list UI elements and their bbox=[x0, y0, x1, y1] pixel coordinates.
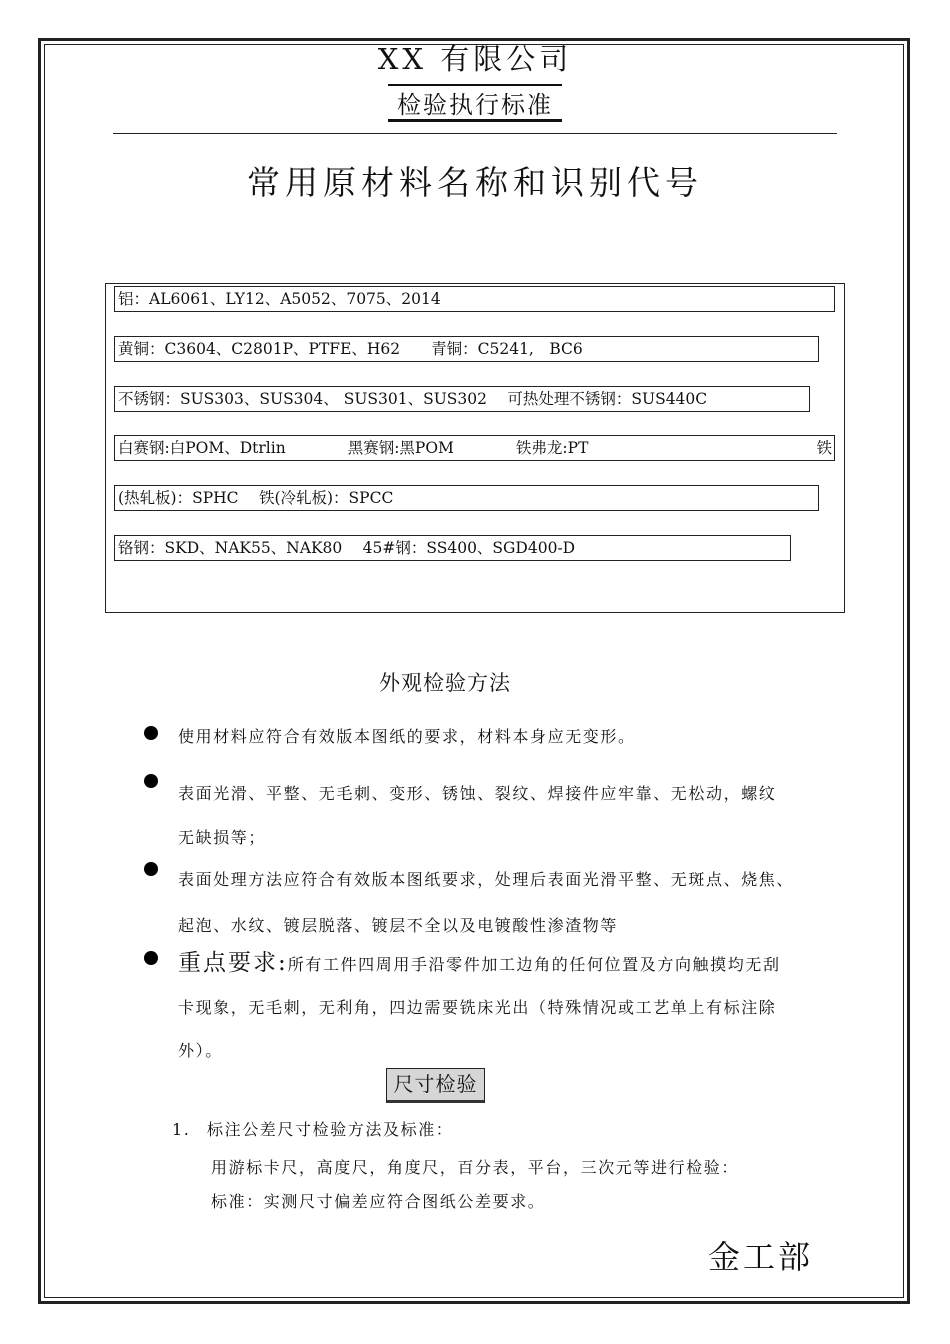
appearance-item-2: 表面光滑、平整、无毛刺、变形、锈蚀、裂纹、焊接件应牢靠、无松动，螺纹 无缺损等； bbox=[178, 784, 777, 847]
department-signature: 金工部 bbox=[708, 1238, 814, 1276]
company-name: XX 有限公司 bbox=[377, 42, 573, 76]
dimension-section-title: 尺寸检验 bbox=[386, 1068, 485, 1103]
material-row-chrome-steel: 铬钢：SKD、NAK55、NAK80 45#钢：SS400、SGD400-D bbox=[114, 535, 791, 561]
appearance-item-key-requirement: 重点要求:所有工件四周用手沿零件加工边角的任何位置及方向触摸均无刮 卡现象，无毛刺，无利角，四边需要铣床光出（特殊情况或工艺单上有标注除 外）。 bbox=[178, 950, 781, 1060]
header-divider bbox=[113, 133, 837, 134]
appearance-item-1: 使用材料应符合有效版本图纸的要求，材料本身应无变形。 bbox=[178, 727, 636, 746]
appearance-section-title: 外观检验方法 bbox=[379, 671, 511, 695]
bullet-icon bbox=[144, 862, 158, 876]
standard-label: 检验执行标准 bbox=[388, 84, 562, 122]
bullet-icon bbox=[144, 951, 158, 965]
dimension-item-title: 标注公差尺寸检验方法及标准： bbox=[207, 1120, 454, 1139]
material-row-steel-plate: (热轧板)：SPHC 铁(冷轧板)：SPCC bbox=[114, 485, 819, 511]
dimension-tools-text: 用游标卡尺，高度尺，角度尺，百分表，平台，三次元等进行检验： bbox=[211, 1158, 740, 1177]
bullet-icon bbox=[144, 726, 158, 740]
material-row-brass: 黄铜：C3604、C2801P、PTFE、H62 青铜：C5241, BC6 bbox=[114, 336, 819, 362]
material-row-plastics: 白赛钢:白POM、Dtrlin 黑赛钢:黑POM 铁弗龙:PT 铁 bbox=[114, 435, 835, 461]
bullet-icon bbox=[144, 774, 158, 788]
material-row-stainless: 不锈钢：SUS303、SUS304、 SUS301、SUS302 可热处理不锈钢：SUS440C bbox=[114, 386, 810, 412]
material-row-aluminum: 铝：AL6061、LY12、A5052、7075、2014 bbox=[114, 286, 835, 312]
dimension-standard-text: 标准：实测尺寸偏差应符合图纸公差要求。 bbox=[211, 1192, 546, 1211]
material-row-tail: 铁 bbox=[816, 439, 832, 457]
appearance-item-3: 表面处理方法应符合有效版本图纸要求，处理后表面光滑平整、无斑点、烧焦、 起泡、水纹、镀层脱落、镀层不全以及电镀酸性渗渣物等 bbox=[178, 870, 795, 935]
page-title: 常用原材料名称和识别代号 bbox=[247, 163, 703, 202]
key-requirement-label: 重点要求: bbox=[178, 950, 288, 976]
dimension-item-number: 1. bbox=[172, 1120, 191, 1139]
